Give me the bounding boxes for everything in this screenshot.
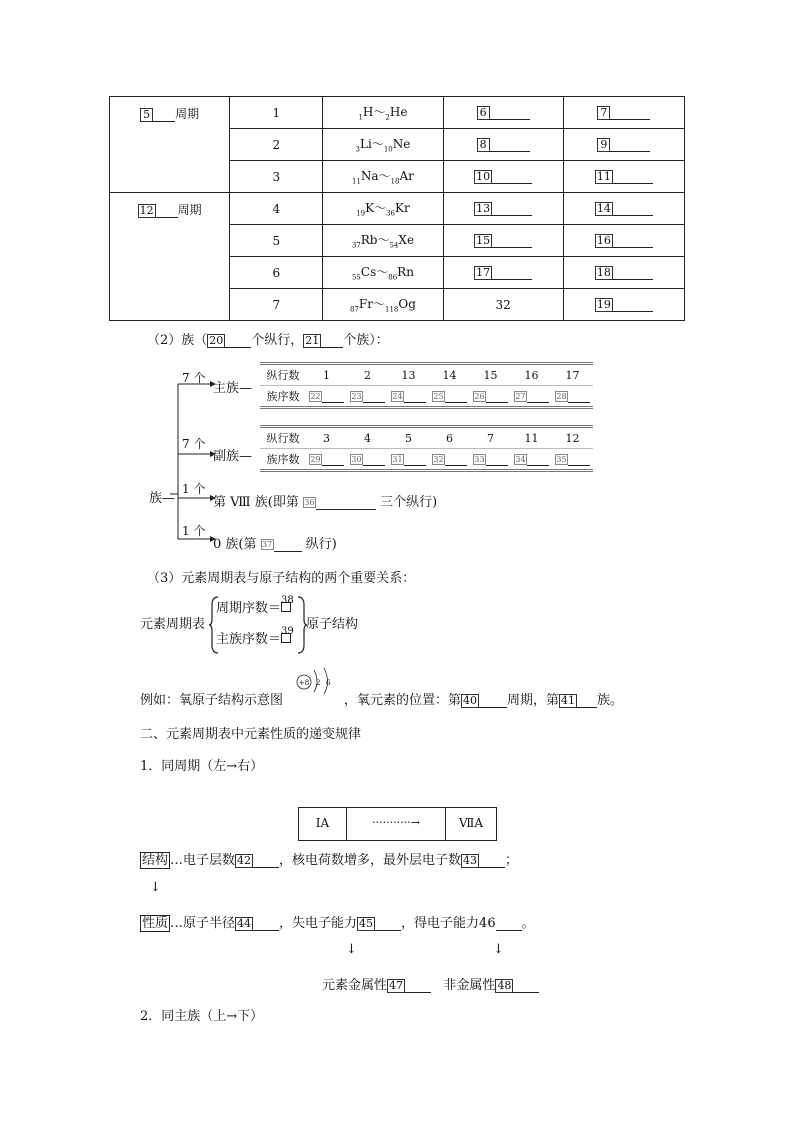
period-number: 7 [230,289,323,321]
element-range: $_{19}K\sim_{36}Kr$ [323,193,443,225]
group-answer-cell: 22 [306,386,347,408]
group-answer-cell: 34 [511,449,552,471]
answer-box: 15 [476,233,491,247]
answer-box: 12 [139,203,154,217]
answer-box: 40 [463,693,478,707]
down-arrow-1: ↓ [150,880,161,895]
period-group-cell: 5 周期 [110,97,230,193]
column-number: 17 [552,364,593,386]
column-number: 15 [470,364,511,386]
period-group-cell: 12 周期 [110,193,230,321]
answer-box: 21 [305,333,320,347]
atomic-number-cell [563,193,684,225]
answer-box: 5 [140,108,153,122]
answer-box: 47 [389,978,404,992]
period-row [110,193,685,225]
oxygen-atom-diagram [296,664,344,694]
answer-box: 13 [476,201,491,215]
metal-row: 元素金属性 47 非金属性 48 [322,974,539,993]
start-label: ⅠA [315,816,330,830]
element-count-cell [443,161,563,193]
seq-header: 族序数 [260,449,306,471]
atomic-number-cell [563,289,684,321]
answer-box: 44 [237,916,252,930]
period-number: 4 [230,193,323,225]
answer-box: 10 [476,169,491,183]
period-direction-box [298,807,497,841]
relation-right: 原子结构 [306,617,359,632]
element-range: $_{11}Na\sim_{18}Ar$ [323,161,443,193]
nucleus-label: +8 [298,679,310,687]
shell1-label: 2 [316,679,321,687]
group-answer-cell: 35 [552,449,593,471]
viii-count: 1 个 [182,482,206,496]
structure-row: 结构 …电子层数 42 ，核电荷数增多，最外层电子数 43 ； [142,853,519,868]
example-prefix: 例如：氧原子结构示意图 [140,693,284,708]
column-number: 2 [347,364,388,386]
column-number: 3 [306,427,347,449]
answer-box: 18 [596,265,611,279]
group-answer-cell: 32 [429,449,470,471]
column-number: 14 [429,364,470,386]
group-answer-cell: 30 [347,449,388,471]
group-answer-cell: 29 [306,449,347,471]
family-heading: （2）族（ 20 个纵行， 21 个族）： [147,333,389,348]
main-family-label: 主族— [213,381,253,396]
element-count-cell: 32 [443,289,563,321]
down-arrow-3: ↓ [493,942,504,957]
atomic-number-cell [563,129,684,161]
group-answer-cell: 33 [470,449,511,471]
column-number: 7 [470,427,511,449]
main-count: 7 个 [182,371,206,385]
element-count-cell [443,193,563,225]
relation-line2: 主族序数＝ 39 [216,626,294,647]
group-answer-cell: 24 [388,386,429,408]
group-answer-cell: 25 [429,386,470,408]
column-number: 6 [429,427,470,449]
seq-header: 族序数 [260,386,306,408]
answer-box: 16 [596,233,611,247]
element-range: $_{55}Cs\sim_{86}Rn$ [323,257,443,289]
element-range: $_{87}Fr\sim_{118}Og$ [323,289,443,321]
column-number: 4 [347,427,388,449]
answer-box: 20 [209,333,224,347]
col-header: 纵行数 [260,364,306,386]
element-range: $_1H\sim_2He$ [323,97,443,129]
answer-box: 7 [597,106,610,120]
group-answer-cell: 27 [511,386,552,408]
column-number: 1 [306,364,347,386]
column-number: 5 [388,427,429,449]
family-root-label: 族— [149,491,176,506]
zero-count: 1 个 [182,524,206,538]
example-rest: ，氧元素的位置：第 40 周期，第 41 族。 [344,693,624,708]
period-number: 1 [230,97,323,129]
main-group-table [260,362,593,409]
same-group-title: 2．同主族（上→下） [140,1009,264,1024]
column-number: 13 [388,364,429,386]
atomic-number-cell [563,257,684,289]
down-arrow-2: ↓ [346,942,357,957]
column-number: 16 [511,364,552,386]
answer-box: 48 [497,978,512,992]
sub-count: 7 个 [182,437,206,451]
answer-box: 6 [477,106,490,120]
atomic-number-cell [563,97,684,129]
group-answer-cell: 28 [552,386,593,408]
property-row: 性质 …原子半径 44 ，失电子能力 45 ，得电子能力46 。 [142,916,535,931]
atomic-number-cell [563,225,684,257]
dotted-arrow: ···········→ [372,816,420,829]
shell2-label: 6 [326,679,331,687]
answer-box: 42 [237,853,252,867]
relation-left: 元素周期表 [140,617,206,632]
sub-family-label: 副族— [213,449,253,464]
answer-box: 17 [476,265,491,279]
period-number: 2 [230,129,323,161]
element-range: $_3Li\sim_{10}Ne$ [323,129,443,161]
column-number: 12 [552,427,593,449]
period-number: 3 [230,161,323,193]
element-count-cell [443,97,563,129]
period-number: 6 [230,257,323,289]
atomic-number-cell [563,161,684,193]
answer-box: 9 [597,138,610,152]
group-answer-cell: 31 [388,449,429,471]
answer-box: 41 [561,693,576,707]
answer-box: 45 [359,916,374,930]
element-count-cell [443,129,563,161]
group-answer-cell: 26 [470,386,511,408]
element-count-cell [443,257,563,289]
period-table [109,96,685,321]
element-range: $_{37}Rb\sim_{54}Xe$ [323,225,443,257]
relation-line1: 周期序数＝ 38 [216,595,294,616]
column-number: 11 [511,427,552,449]
same-period-title: 1．同周期（左→右） [140,759,264,774]
group-answer-cell: 23 [347,386,388,408]
period-row [110,97,685,129]
relation-heading: （3）元素周期表与原子结构的两个重要关系： [147,571,416,586]
answer-box: 19 [596,297,611,311]
end-label: ⅦA [458,816,484,830]
answer-box: 8 [477,138,490,152]
answer-box: 43 [463,853,478,867]
answer-box: 11 [596,169,611,183]
period-number: 5 [230,225,323,257]
answer-box: 14 [596,201,611,215]
zero-family-row: 0 族(第 37 纵行) [213,537,337,552]
sub-group-table [260,425,593,472]
viii-family-row: 第 Ⅷ 族(即第 36 三个纵行) [213,495,438,510]
section2-title: 二、元素周期表中元素性质的递变规律 [140,727,362,742]
col-header: 纵行数 [260,427,306,449]
element-count-cell [443,225,563,257]
